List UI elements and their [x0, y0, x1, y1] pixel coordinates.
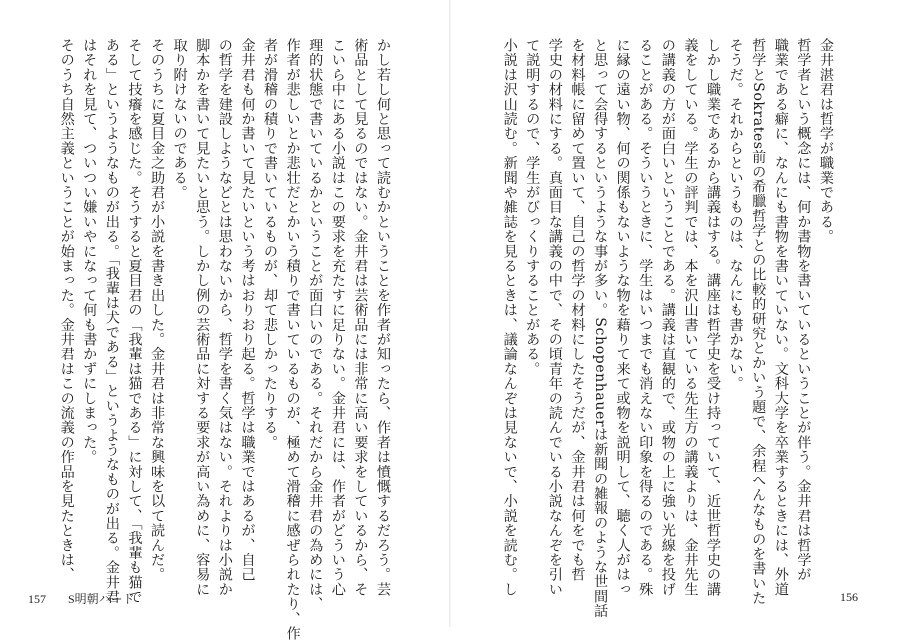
- text-line: しかし職業であるから講義はする。講座は哲学史を受け持っていて、近世哲学史の講: [705, 38, 722, 597]
- text-line: の哲学を建設しようなどとは思わないから、哲学を書く気はない。それよりは小説か: [216, 38, 233, 597]
- text-line: を材料帳に留めて置いて、自己の哲学の材料にしたそうだが、金井君は何をでも哲: [569, 38, 586, 582]
- text-line: そのうちに夏目金之助君が小説を書き出した。金井君は非常な興味を以て読んだ。: [149, 38, 166, 582]
- text-line: そして技癢を感じた。そうすると夏目君の「我輩は猫である」に対して、「我輩も猫で: [126, 38, 143, 605]
- text-line: 者が滑稽の積りで書いているものが、却て悲しかったりする。: [262, 38, 279, 450]
- right-page-number: 156: [840, 590, 858, 604]
- text-line: て説明するので、学生がびっくりすることがある。: [524, 38, 541, 377]
- text-line: そのうち自然主義ということが始まった。金井君はこの流義の作品を見たときは、: [58, 38, 75, 582]
- text-line: そうだ。それからというものは、なんにも書かない。: [727, 38, 744, 391]
- left-page: [0, 0, 449, 641]
- right-page: [451, 0, 900, 627]
- text-line: 義をしている。学生の評判では、本を沢山書いている先生方の講義よりは、金井先生: [682, 38, 699, 597]
- text-line: 術品として見るのではない。金井君は芸術品には非常に高い要求をしているから、そ: [352, 38, 369, 597]
- text-line: 金井君も何か書いて見たいという考はおりおり起る。哲学は職業ではあるが、自己: [239, 38, 256, 582]
- text-line: ることがある。そういうときに、学生はいつまでも消えない印象を得るのである。殊: [637, 38, 654, 597]
- text-line: 金井湛君は哲学が職業である。: [818, 38, 834, 244]
- text-line: はそれを見て、ついつい嫌いやになって何も書かずにしまった。: [81, 38, 98, 465]
- text-line: 取り附けないのである。: [171, 38, 188, 200]
- text-line: 小説は沢山読む。新聞や雑誌を見るときは、議論なんぞは見ないで、小説を読む。し: [501, 38, 518, 597]
- text-line: の講義の方が面白いということである。講義は直観的で、或物の上に強い光線を投げ: [659, 38, 676, 597]
- text-line: こいら中にある小説はこの要求を充たすに足りない。金井君には、作者がどういう心: [329, 38, 346, 597]
- text-line: 脚本かを書いて見たいと思う。しかし例の芸術品に対する要求が高い為めに、容易に: [194, 38, 211, 597]
- left-page-number: 157: [28, 592, 46, 606]
- text-line: 哲学者という概念には、何か書物を書いているということが伴う。金井君は哲学が: [795, 38, 812, 582]
- right-page-footer: [840, 590, 858, 605]
- text-line: 学史の材料にする。真面目な講義の中で、その頃青年の読んでいる小説なんぞを引い: [546, 38, 563, 597]
- text-line: に縁の遠い物、何の関係もないような物を藉りて来て或物を説明して、聴く人がはっ: [614, 38, 631, 597]
- text-line: 理的状態で書いているかということが面白いのである。それだから金井君の為めには、: [307, 38, 324, 612]
- text-line: かし若し何と思って読むかということを作者が知ったら、作者は憤慨するだろう。芸: [375, 38, 391, 597]
- text-line: 哲学とSokrates前の希臘哲学との比較的研究とかいう題で、余程へんなものを書いた: [750, 38, 767, 606]
- text-line: ある」というようなものが出る。「我輩は犬である」というようなものが出る。金井君: [103, 38, 120, 605]
- text-line: 職業である癖に、なんにも書物を書いていない。文科大学を卒業するときには、外道: [772, 38, 789, 597]
- running-head: S明朝ハード: [68, 592, 135, 606]
- text-line: と思って会得するというような事が多い。Schopenhauerは新聞の雑報のような世間話: [592, 38, 609, 619]
- text-line: 作者が悲しいとか悲壮だとかいう積りで書いているものが、極めて滑稽に感ぜられたり、作: [284, 38, 301, 641]
- right-page-text-column: [501, 38, 837, 619]
- left-page-footer: [28, 590, 157, 607]
